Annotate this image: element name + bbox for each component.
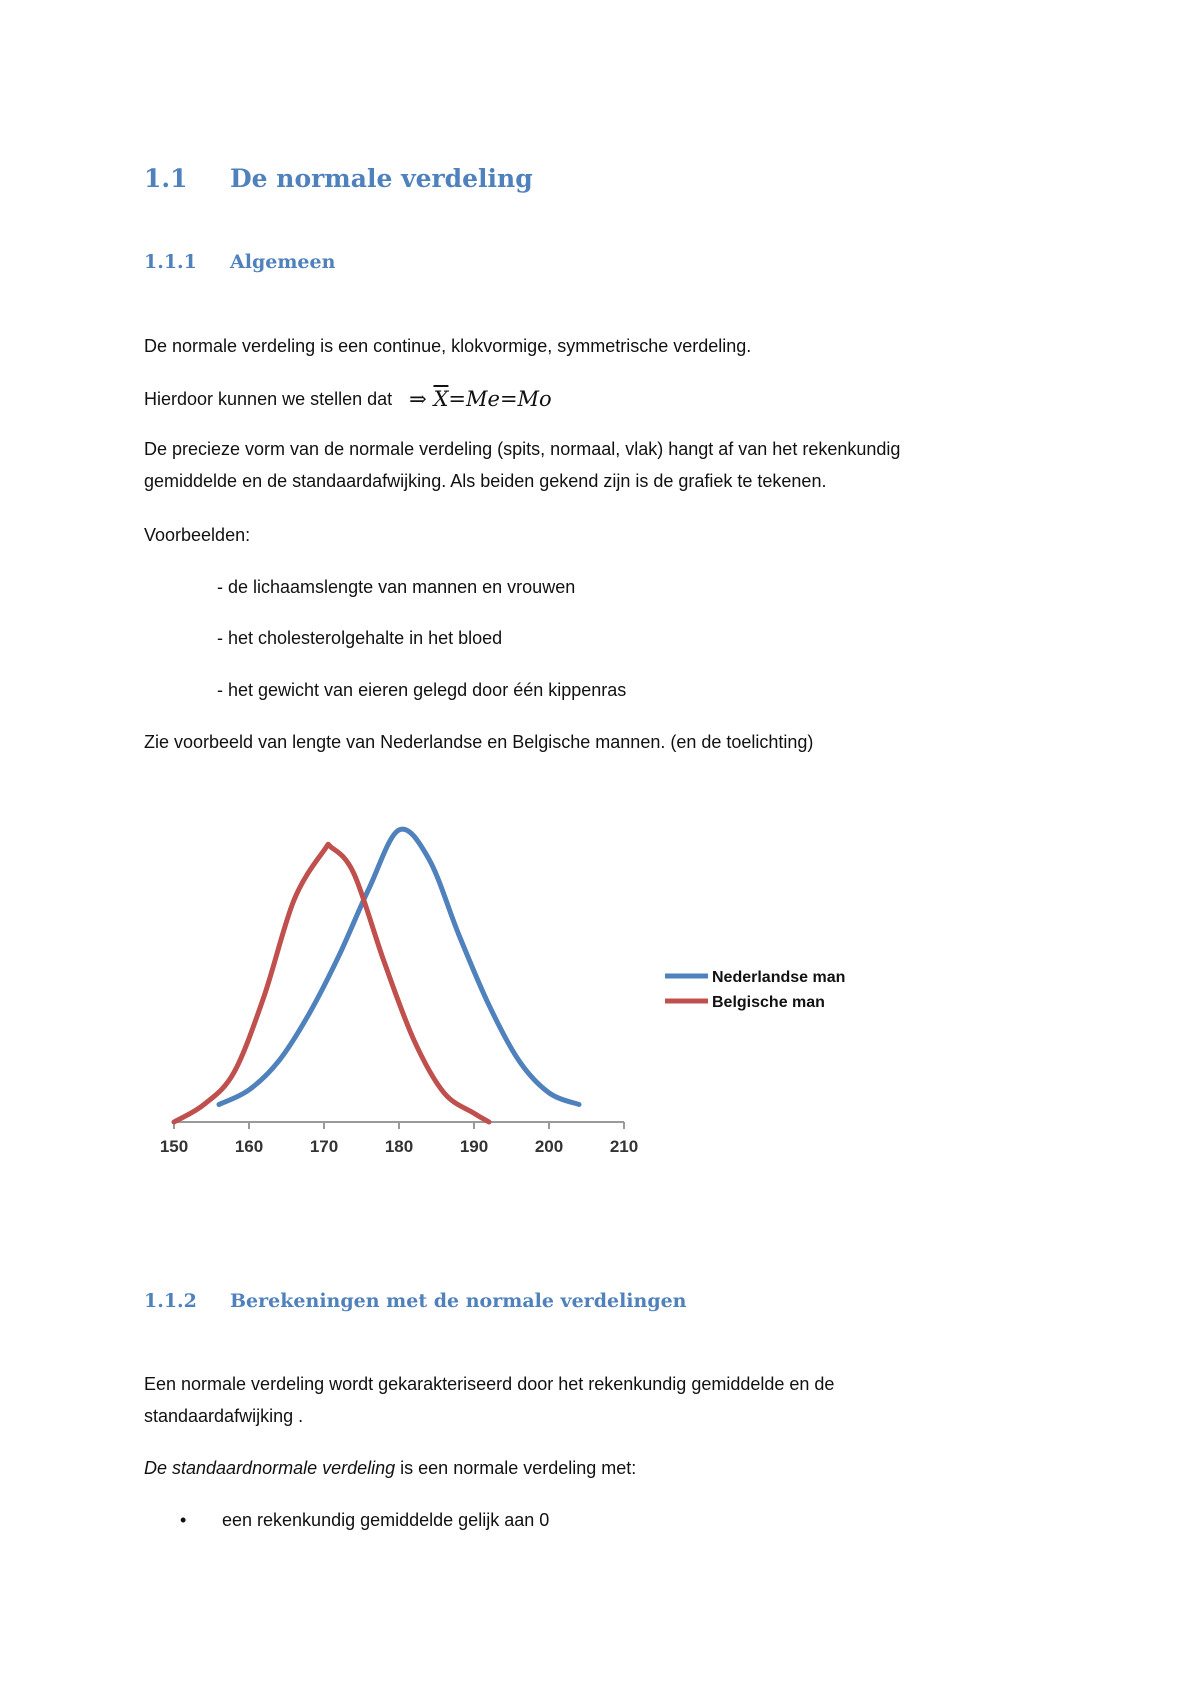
chart-axis bbox=[160, 1122, 638, 1156]
paragraph-formula bbox=[144, 382, 552, 415]
subsection-heading-algemeen bbox=[144, 251, 335, 273]
example-item: - het gewicht van eieren gelegd door één kippenras bbox=[217, 680, 627, 700]
example-item: - de lichaamslengte van mannen en vrouwen bbox=[217, 577, 576, 597]
paragraph-examples-label: Voorbeelden: bbox=[144, 525, 251, 545]
normal-distribution-chart bbox=[140, 800, 900, 1180]
paragraph-example-reference: Zie voorbeeld van lengte van Nederlandse en Belgische mannen. (en de toelichting) bbox=[144, 732, 814, 752]
standard-normal-rest: is een normale verdeling met: bbox=[395, 1458, 637, 1478]
subsection-number: 1.1.1 bbox=[144, 251, 197, 273]
subsection-number: 1.1.2 bbox=[144, 1290, 197, 1312]
section-heading bbox=[144, 164, 533, 193]
x-tick-label: 170 bbox=[309, 1137, 339, 1156]
mean-symbol: $\overline{X}$ bbox=[433, 387, 449, 411]
paragraph-standard-normal bbox=[144, 1452, 636, 1484]
section-number: 1.1 bbox=[144, 164, 188, 193]
formula-rest: =Me=Mo bbox=[448, 387, 552, 411]
x-tick-label: 160 bbox=[234, 1137, 264, 1156]
x-tick-label: 200 bbox=[534, 1137, 564, 1156]
term-standard-normal: De standaardnormale verdeling bbox=[144, 1458, 396, 1478]
x-tick-label: 210 bbox=[609, 1137, 639, 1156]
subsection-title: Berekeningen met de normale verdelingen bbox=[230, 1290, 687, 1312]
paragraph-shape-line1: De precieze vorm van de normale verdeling (spits, normaal, vlak) hangt af van het rekenkundig bbox=[144, 439, 901, 459]
paragraph-definition: De normale verdeling is een continue, klokvormige, symmetrische verdeling. bbox=[144, 336, 752, 356]
subsection-title: Algemeen bbox=[230, 251, 336, 273]
x-tick-label: 180 bbox=[384, 1137, 414, 1156]
x-tick-label: 190 bbox=[459, 1137, 489, 1156]
section-title: De normale verdeling bbox=[230, 164, 533, 193]
chart-legend bbox=[665, 969, 845, 1011]
x-tick-label: 150 bbox=[159, 1137, 189, 1156]
legend-label: Nederlandse man bbox=[712, 969, 846, 986]
formula-mean-median-mode bbox=[409, 387, 552, 411]
paragraph-characterization-line1: Een normale verdeling wordt gekarakteriseerd door het rekenkundig gemiddelde en de bbox=[144, 1374, 835, 1394]
legend-label: Belgische man bbox=[712, 994, 825, 1011]
chart-series bbox=[174, 829, 579, 1122]
bullet-dot: • bbox=[180, 1510, 187, 1530]
implies-symbol: ⇒ bbox=[409, 387, 427, 411]
bullet-item-mean: een rekenkundig gemiddelde gelijk aan 0 bbox=[222, 1510, 550, 1530]
formula-intro-text: Hierdoor kunnen we stellen dat bbox=[144, 389, 393, 409]
paragraph-shape-line2: gemiddelde en de standaardafwijking. Als beiden gekend zijn is de grafiek te tekenen. bbox=[144, 471, 827, 491]
subsection-heading-berekeningen bbox=[144, 1290, 687, 1312]
paragraph-characterization-line2: standaardafwijking . bbox=[144, 1406, 304, 1426]
example-item: - het cholesterolgehalte in het bloed bbox=[217, 628, 503, 648]
